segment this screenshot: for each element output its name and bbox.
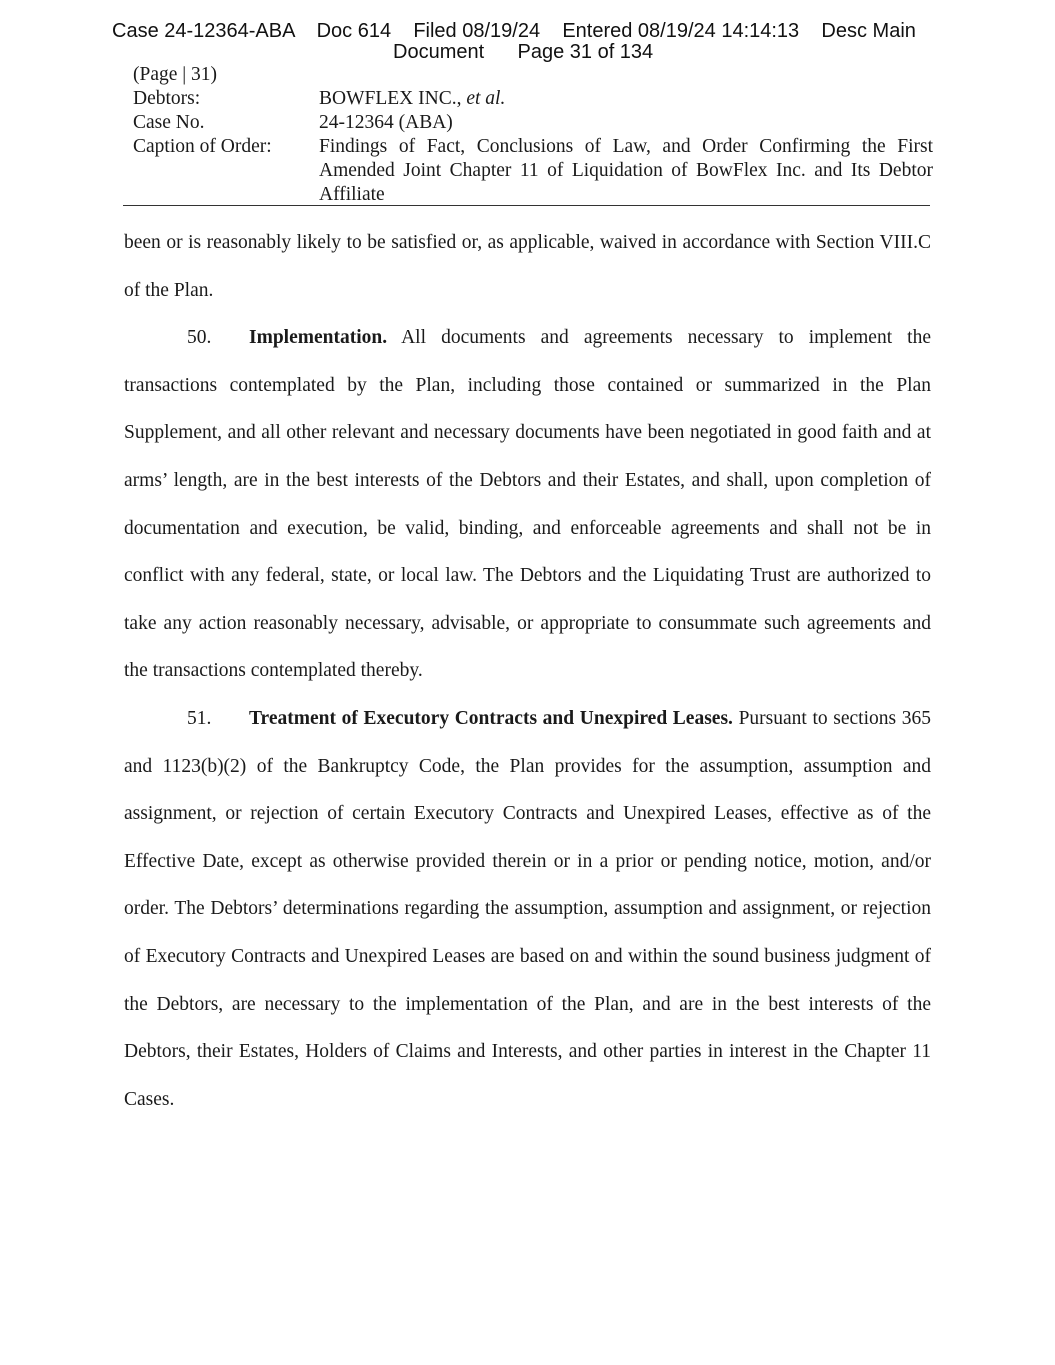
filed-date-stamp: Filed 08/19/24 bbox=[413, 20, 541, 42]
entered-date-stamp: Entered 08/19/24 14:14:13 bbox=[562, 20, 800, 42]
paragraph-51-text: Pursuant to sections 365 and 1123(b)(2) of the Bankruptcy Code, the Plan provides for the assumption, assumption and assignment, or rejection of certain Executory Contracts and Unexpired Leases, effective as of the Effective Date, except as otherwise provided therein or in a prior or pending notice, motion, and/or order. The Debtors’ determinations regarding the assumption, assumption and assignment, or rejection of Executory Contracts and Unexpired Leases are based on and within the sound business judgment of the Debtors, are necessary to the implementation of the Plan, and are in the best interests of the Debtors, their Estates, Holders of Claims and Interests, and other parties in interest in the Chapter 11 Cases. bbox=[124, 707, 931, 1110]
caption-page-ref: (Page | 31) bbox=[133, 64, 218, 85]
order-body bbox=[124, 219, 931, 1123]
caption-order-label: Caption of Order: bbox=[133, 136, 272, 157]
filing-stamp-line-2 bbox=[393, 42, 653, 63]
order-caption bbox=[133, 63, 933, 207]
caption-case-value: 24-12364 (ABA) bbox=[319, 112, 453, 133]
caption-debtors-row bbox=[133, 87, 933, 111]
paragraph-50-number: 50. bbox=[187, 327, 212, 349]
document-stamp: Document bbox=[393, 41, 485, 63]
caption-order-row bbox=[133, 135, 933, 207]
paragraph-51-heading: Treatment of Executory Contracts and Unexpired Leases. bbox=[249, 707, 733, 729]
caption-debtors-value bbox=[319, 87, 933, 111]
page-count-stamp: Page 31 of 134 bbox=[517, 41, 654, 63]
caption-case-label: Case No. bbox=[133, 112, 205, 133]
case-number-stamp: Case 24-12364-ABA bbox=[112, 20, 295, 42]
debtors-name: BOWFLEX INC., bbox=[319, 88, 462, 109]
desc-stamp: Desc Main bbox=[821, 20, 916, 42]
continuation-paragraph: been or is reasonably likely to be satisfied or, as applicable, waived in accordance with Section VIII.C of the Plan. bbox=[124, 232, 931, 301]
caption-page-row bbox=[133, 63, 933, 87]
paragraph-50-heading: Implementation. bbox=[249, 327, 388, 349]
caption-order-value: Findings of Fact, Conclusions of Law, and Order Confirming the First Amended Joint Chapter 11 of Liquidation of BowFlex Inc. and Its Debtor Affiliate bbox=[319, 136, 933, 205]
paragraph-51-number: 51. bbox=[187, 707, 212, 729]
paragraph-50 bbox=[124, 314, 931, 695]
debtors-et-al: et al. bbox=[466, 88, 506, 109]
caption-debtors-label: Debtors: bbox=[133, 88, 201, 109]
doc-number-stamp: Doc 614 bbox=[316, 20, 392, 42]
filing-stamp-line-1 bbox=[112, 21, 916, 42]
paragraph-51 bbox=[124, 695, 931, 1123]
caption-divider bbox=[123, 205, 930, 206]
paragraph-50-text: All documents and agreements necessary to implement the transactions contemplated by the Plan, including those contained or summarized in the Plan Supplement, and all other relevant and necessary documents have been negotiated in good faith and at arms’ length, are in the best interests of the Debtors and their Estates, and shall, upon completion of documentation and execution, be valid, binding, and enforceable agreements and shall not be in conflict with any federal, state, or local law. The Debtors and the Liquidating Trust are authorized to take any action reasonably necessary, advisable, or appropriate to consummate such agreements and the transactions contemplated thereby. bbox=[124, 327, 931, 682]
caption-case-row bbox=[133, 111, 933, 135]
